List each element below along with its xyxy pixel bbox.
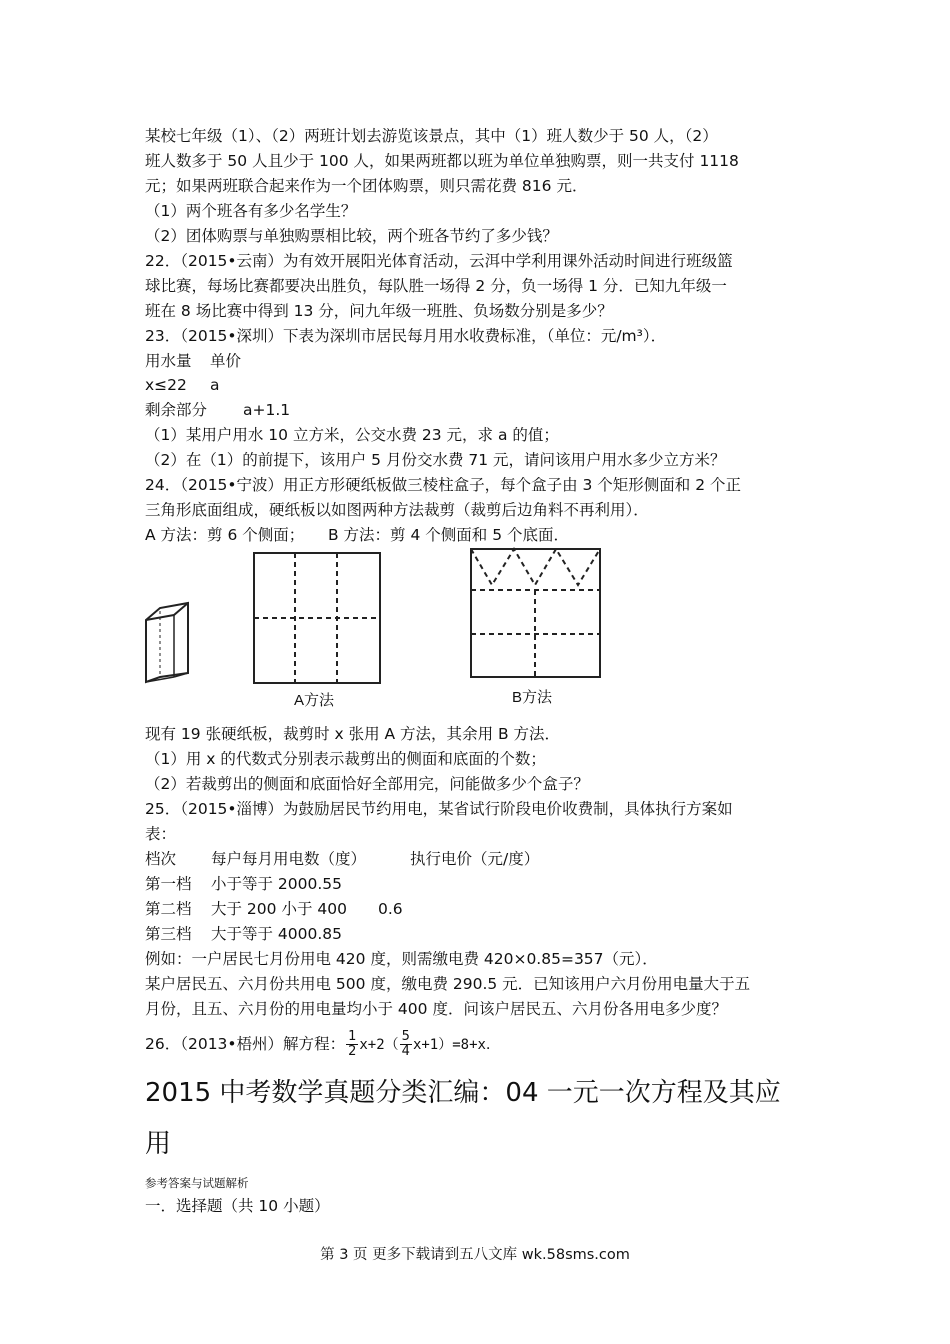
text-line: （1）用 x 的代数式分别表示裁剪出的侧面和底面的个数；	[145, 750, 546, 768]
table-cell: 执行电价（元/度）	[410, 850, 540, 868]
text-line	[145, 523, 569, 547]
cutting-methods-figure	[140, 545, 610, 715]
text-line: （2）若裁剪出的侧面和底面恰好全部用完，问能做多少个盒子？	[145, 775, 589, 793]
table-cell: a	[210, 376, 220, 394]
table-cell: 大于 200 小于 400	[211, 900, 347, 918]
table-cell: 0.6	[378, 900, 403, 918]
page-footer: 第 3 页 更多下载请到五八文库 wk.58sms.com	[320, 1247, 630, 1263]
equation-part: x+2（	[359, 1037, 399, 1053]
text-line: （2）在（1）的前提下，该用户 5 月份交水费 71 元，请问该用户用水多少立方米？	[145, 451, 726, 469]
problem-23: 23．（2015•深圳）下表为深圳市居民每月用水收费标准，（单位：元/m³）．	[145, 327, 667, 345]
text-line: 元；如果两班联合起来作为一个团体购票，则只需花费 816 元．	[145, 177, 588, 195]
price-table-row	[145, 872, 342, 896]
method-a-label: A方法	[294, 692, 335, 709]
price-table-header	[145, 847, 539, 871]
fraction-five-quarters: $\frac{5}{4}$	[401, 1029, 410, 1059]
water-table-row	[145, 373, 220, 397]
method-b-board	[471, 549, 600, 677]
price-table-row	[145, 922, 342, 946]
text-line: 班人数多于 50 人且少于 100 人，如果两班都以班为单位单独购票，则一共支付 1118	[145, 152, 739, 170]
text-line: （2）团体购票与单独购票相比较，两个班各节约了多少钱？	[145, 227, 558, 245]
price-table-row	[145, 897, 403, 921]
method-b-label: B方法	[512, 689, 553, 706]
water-table-header	[145, 349, 241, 373]
table-cell: 第三档	[145, 925, 192, 943]
text-line: 月份，且五、六月份的用电量均小于 400 度．问该户居民五、六月份各用电多少度？	[145, 1000, 727, 1018]
method-b-text: B 方法：剪 4 个侧面和 5 个底面．	[328, 526, 569, 544]
table-cell: 每户每月用电数（度）	[211, 850, 367, 868]
table-cell: 用水量	[145, 352, 192, 370]
problem-26	[145, 1030, 500, 1059]
text-line: 某户居民五、六月份共用电 500 度，缴电费 290.5 元．已知该用户六月份用电量大于五	[145, 975, 751, 993]
table-cell: 剩余部分	[145, 401, 208, 419]
method-a-text: A 方法：剪 6 个侧面；	[145, 526, 305, 544]
text-line: （1）某用户用水 10 立方米，公交水费 23 元，求 a 的值；	[145, 426, 559, 444]
text-line: 三角形底面组成，硬纸板以如图两种方法裁剪（裁剪后边角料不再利用）．	[145, 501, 649, 519]
text-line: 现有 19 张硬纸板，裁剪时 x 张用 A 方法，其余用 B 方法．	[145, 725, 561, 743]
fraction-one-half: $\frac{1}{2}$	[348, 1029, 357, 1059]
table-cell: x≤22	[145, 376, 187, 394]
equation-part: x+1）=8+x．	[412, 1037, 500, 1053]
table-cell: 小于等于 2000.55	[211, 875, 343, 893]
section-heading: 2015 中考数学真题分类汇编：04 一元一次方程及其应	[145, 1078, 781, 1108]
table-cell: 第一档	[145, 875, 192, 893]
text-line: 例如：一户居民七月份用电 420 度，则需缴电费 420×0.85=357（元）．	[145, 950, 658, 968]
table-cell: 大于等于 4000.85	[211, 925, 343, 943]
answer-title: 参考答案与试题解析	[145, 1176, 249, 1190]
method-a-board	[254, 553, 380, 683]
table-cell: 第二档	[145, 900, 192, 918]
text-line: 班在 8 场比赛中得到 13 分，问九年级一班胜、负场数分别是多少？	[145, 302, 613, 320]
table-cell: 单价	[210, 352, 242, 370]
text-line: 某校七年级（1）、（2）两班计划去游览该景点，其中（1）班人数少于 50 人，（2）	[145, 127, 718, 145]
problem-24: 24．（2015•宁波）用正方形硬纸板做三棱柱盒子，每个盒子由 3 个矩形侧面和 2 个正	[145, 476, 741, 494]
problem-26-label: 26．（2013•梧州）解方程：	[145, 1035, 346, 1053]
problem-22: 22．（2015•云南）为有效开展阳光体育活动，云洱中学利用课外活动时间进行班级篮	[145, 252, 733, 270]
table-cell: 档次	[145, 850, 177, 868]
text-line: 表：	[145, 825, 177, 843]
text-line: （1）两个班各有多少名学生？	[145, 202, 357, 220]
section-heading-continued: 用	[145, 1129, 172, 1159]
water-table-row	[145, 398, 290, 422]
section-title: 一．选择题（共 10 小题）	[145, 1197, 330, 1215]
problem-25: 25．（2015•淄博）为鼓励居民节约用电，某省试行阶段电价收费制，具体执行方案如	[145, 800, 733, 818]
table-cell: a+1.1	[243, 401, 291, 419]
prism-drawing	[146, 603, 188, 682]
text-line: 球比赛，每场比赛都要决出胜负，每队胜一场得 2 分，负一场得 1 分．已知九年级一	[145, 277, 727, 295]
